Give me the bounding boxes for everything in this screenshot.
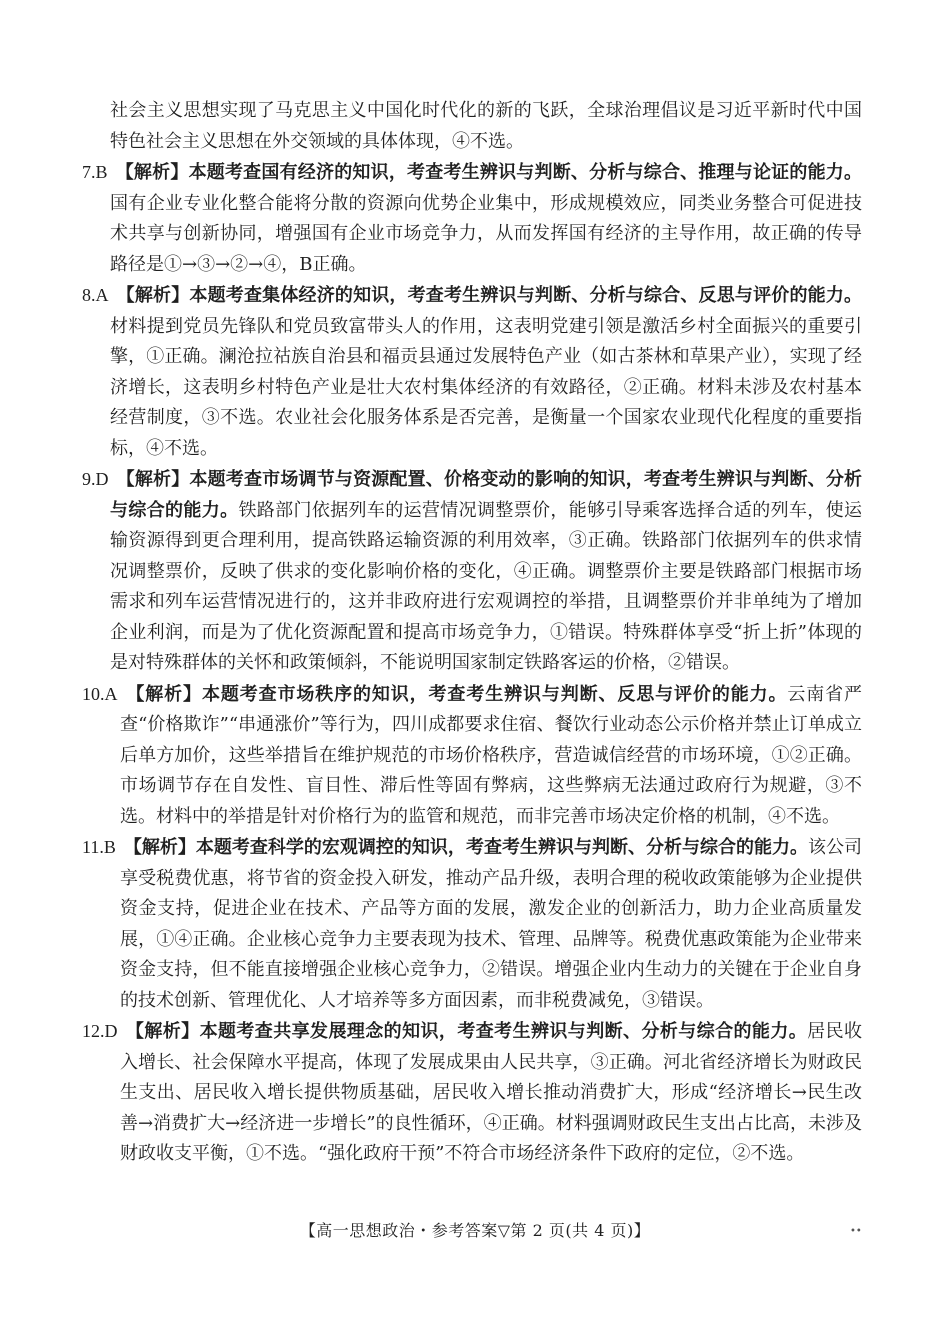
- analysis-body: 材料提到党员先锋队和党员致富带头人的作用，这表明党建引领是激活乡村全面振兴的重要引擎，①正确。澜沧拉祜族自治县和福贡县通过发展特色产业（如古茶林和草果产业），实现了经济增长，这表明乡村特色产业是壮大农村集体经济的有效路径，②正确。材料未涉及农村基本经营制度，③不选。农业社会化服务体系是否完善，是衡量一个国家农业现代化程度的重要指标，④不选。: [110, 315, 862, 459]
- analysis-body: 居民收入增长、社会保障水平提高，体现了发展成果由人民共享，③正确。河北省经济增长为财政民生支出、居民收入增长提供物质基础，居民收入增长推动消费扩大，形成“经济增长→民生改善→消费扩大→经济进一步增长”的良性循环，④正确。材料强调财政民生支出占比高，未涉及财政收支平衡，①不选。“强化政府干预”不符合市场经济条件下政府的定位，②不选。: [120, 1021, 862, 1164]
- answer-9: [82, 464, 862, 679]
- analysis-summary: 本题考查科学的宏观调控的知识，考查考生辨识与判断、分析与综合的能力。: [195, 837, 809, 858]
- answer-11: [82, 832, 862, 1016]
- answer-10: [82, 679, 862, 833]
- intro-continuation: 社会主义思想实现了马克思主义中国化时代化的新的飞跃，全球治理倡议是习近平新时代中国特色社会主义思想在外交领域的具体体现，④不选。: [110, 100, 862, 152]
- question-number: 12.: [82, 1021, 105, 1041]
- analysis-tag: [126, 1021, 808, 1042]
- answer-choice: D: [104, 1021, 118, 1041]
- answer-choice: A: [104, 683, 118, 704]
- question-number: 9.: [82, 469, 96, 489]
- analysis-summary: 本题考查集体经济的知识，考查考生辨识与判断、分析与综合、反思与评价的能力。: [189, 285, 863, 306]
- analysis-body: 该公司享受税费优惠，将节省的资金投入研发，推动产品升级，表明合理的税收政策能够为企业提供资金支持，促进企业在技术、产品等方面的发展，激发企业的创新活力，助力企业高质量发展，①④正确。企业核心竞争力主要表现为技术、管理、品牌等。税费优惠政策能为企业带来资金支持，但不能直接增强企业核心竞争力，②错误。增强企业内生动力的关键在于企业自身的技术创新、管理优化、人才培养等多方面因素，而非税费减免，③错误。: [120, 837, 863, 1011]
- answer-8: [82, 280, 862, 464]
- analysis-tag: [117, 285, 863, 306]
- analysis-body: 国有企业专业化整合能将分散的资源向优势企业集中，形成规模效应，同类业务整合可促进技术共享与创新协同，增强国有企业市场竞争力，从而发挥国有经济的主导作用，故正确的传导路径是①→③→②→④，B正确。: [110, 192, 862, 275]
- analysis-label: 【解析】: [116, 285, 190, 306]
- question-number: 8.: [82, 285, 96, 305]
- analysis-label: 【解析】: [115, 162, 189, 183]
- analysis-body: 铁路部门依据列车的运营情况调整票价，能够引导乘客选择合适的列车，使运输资源得到更合理利用，提高铁路运输资源的利用效率，③正确。铁路部门依据列车的供求情况调整票价，反映了供求的变化影响价格的变化，④正确。调整票价主要是铁路部门根据市场需求和列车运营情况进行的，这并非政府进行宏观调控的举措，且调整票价并非单纯为了增加企业利润，而是为了优化资源配置和提高市场竞争力，①错误。特殊群体享受“折上折”体现的是对特殊群体的关怀和政策倾斜，不能说明国家制定铁路客运的价格，②错误。: [110, 499, 862, 673]
- analysis-label: 【解析】: [116, 469, 190, 490]
- analysis-body: 云南省严查“价格欺诈”“串通涨价”等行为，四川成都要求住宿、餐饮行业动态公示价格并禁止订单成立后单方加价，这些举措旨在维护规范的市场价格秩序，营造诚信经营的市场环境，①②正确。市场调节存在自发性、盲目性、滞后性等固有弊病，这些弊病无法通过政府行为规避，③不选。材料中的举措是针对价格行为的监管和规范，而非完善市场决定价格的机制，④不选。: [120, 683, 863, 827]
- analysis-summary: 本题考查市场调节与资源配置、价格变动的影响的知识，考查考生辨识与判断、分析与综合的能力。: [110, 469, 863, 521]
- question-number: 10.: [82, 683, 105, 704]
- corner-mark: ••: [850, 1226, 862, 1237]
- analysis-tag: [126, 684, 788, 705]
- analysis-label: 【解析】: [125, 1021, 200, 1042]
- analysis-summary: 本题考查共享发展理念的知识，考查考生辨识与判断、分析与综合的能力。: [199, 1021, 808, 1042]
- answer-7: [82, 157, 862, 280]
- answer-choice: B: [95, 162, 108, 182]
- answer-choice: A: [95, 285, 109, 305]
- analysis-summary: 本题考查国有经济的知识，考查考生辨识与判断、分析与综合、推理与论证的能力。: [188, 162, 863, 183]
- question-number: 11.: [82, 837, 104, 857]
- analysis-summary: 本题考查市场秩序的知识，考查考生辨识与判断、反思与评价的能力。: [201, 683, 788, 705]
- page-footer: 【高一思想政治・参考答案▽第 2 页(共 4 页)】: [299, 1221, 651, 1240]
- answer-content: [82, 96, 862, 1170]
- question-number: 7.: [82, 162, 96, 182]
- answer-choice: B: [103, 837, 116, 857]
- analysis-label: 【解析】: [125, 683, 202, 705]
- analysis-label: 【解析】: [123, 837, 196, 858]
- answer-12: [82, 1016, 862, 1170]
- analysis-tag: [124, 837, 808, 858]
- analysis-tag: [116, 162, 863, 183]
- answer-choice: D: [95, 469, 109, 489]
